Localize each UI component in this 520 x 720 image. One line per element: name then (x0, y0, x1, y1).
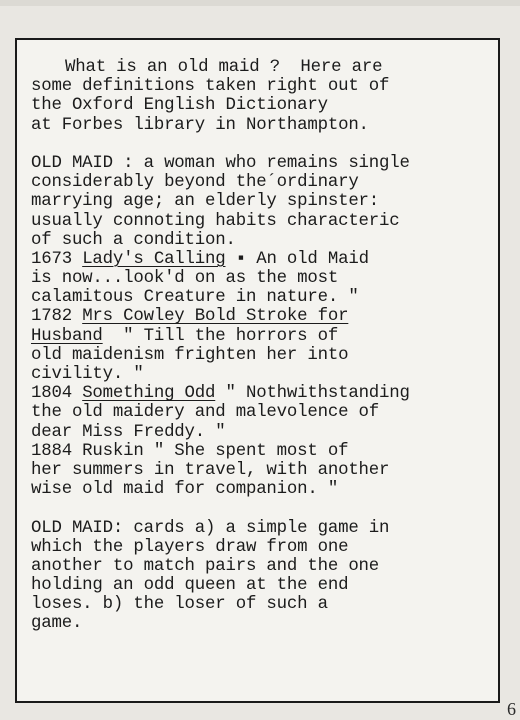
quote-1804-line (31, 384, 501, 403)
quote-source: Lady's Calling (82, 249, 226, 269)
definition-line: usually connoting habits characteric (31, 211, 400, 231)
paragraph-gap (31, 499, 501, 518)
quote-source: Husband (31, 326, 103, 346)
quote-1782-line: old maidenism frighten her into (31, 345, 349, 365)
quote-1782-line: civility. " (31, 365, 144, 384)
definition-line: which the players draw from one (31, 537, 349, 557)
quote-1673-line (31, 250, 501, 269)
definitions-text (31, 58, 501, 634)
quote-year: 1782 (31, 307, 83, 327)
quote-1884-line: her summers in travel, with another (31, 460, 390, 480)
quote-1804-line: the old maidery and malevolence of (31, 403, 380, 423)
definition-line: marrying age; an elderly spinster: (31, 192, 380, 212)
quote-1884-line: 1884 Ruskin " She spent most of (31, 441, 349, 461)
quote-1782-line (31, 307, 501, 326)
quote-1782-line (31, 327, 501, 346)
intro-line: What is an old maid ? Here are (65, 58, 383, 77)
definition-line: another to match pairs and the one (31, 556, 380, 576)
page-number: 6 (507, 699, 516, 719)
quote-source: Mrs Cowley Bold Stroke for (82, 307, 349, 327)
quote-1884-line: wise old maid for companion. " (31, 480, 339, 500)
quote-year: 1673 (31, 249, 83, 269)
intro-line: some definitions taken right out of (31, 77, 390, 97)
page-edge (0, 0, 520, 6)
bordered-text-box (15, 38, 500, 703)
quote-text: ▪ An old Maid (225, 249, 369, 269)
intro-line: at Forbes library in Northampton. (31, 115, 369, 135)
paragraph-gap (31, 135, 501, 154)
quote-1804-line: dear Miss Freddy. " (31, 422, 226, 442)
quote-source: Something Odd (82, 384, 216, 404)
intro-line: the Oxford English Dictionary (31, 96, 328, 116)
quote-text: " Nothwithstanding (215, 384, 410, 404)
quote-year: 1804 (31, 384, 83, 404)
quote-1673-line: is now...look'd on as the most (31, 269, 339, 289)
definition-line: game. (31, 614, 83, 634)
definition-line: holding an odd queen at the end (31, 576, 349, 596)
definition-line: OLD MAID : a woman who remains single (31, 153, 410, 173)
definition-line: OLD MAID: cards a) a simple game in (31, 518, 390, 538)
quote-text: " Till the horrors of (102, 326, 339, 346)
definition-line: loses. b) the loser of such a (31, 595, 328, 615)
definition-line: of such a condition. (31, 230, 236, 250)
quote-1673-line: calamitous Creature in nature. " (31, 288, 359, 308)
definition-line: considerably beyond the´ordinary (31, 173, 359, 193)
